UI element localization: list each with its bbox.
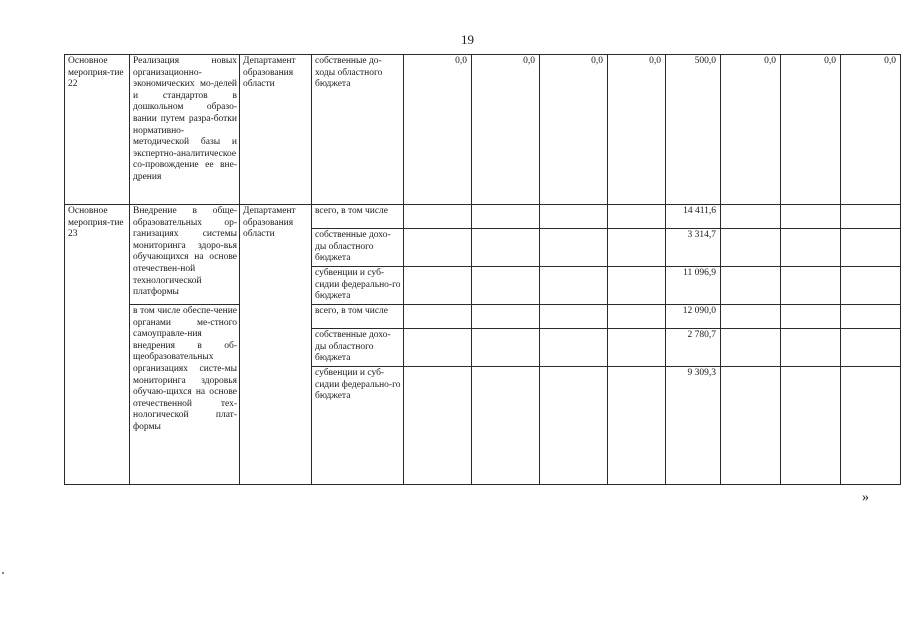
value-cell bbox=[781, 329, 841, 367]
value-cell bbox=[404, 205, 472, 229]
value-cell: 2 780,7 bbox=[666, 329, 721, 367]
table-row bbox=[65, 55, 901, 205]
value-cell: 12 090,0 bbox=[666, 305, 721, 329]
value-cell bbox=[540, 229, 608, 267]
table-row bbox=[65, 305, 901, 329]
value-cell: 0,0 bbox=[841, 55, 901, 205]
value-cell bbox=[841, 305, 901, 329]
source-cell: субвенции и суб-сидии федерально-го бюджета bbox=[312, 267, 404, 305]
value-cell bbox=[841, 329, 901, 367]
source-cell: собственные дохо-ды областного бюджета bbox=[312, 329, 404, 367]
value-cell bbox=[404, 305, 472, 329]
value-cell bbox=[472, 367, 540, 485]
value-cell bbox=[721, 229, 781, 267]
value-cell bbox=[721, 367, 781, 485]
value-cell bbox=[472, 329, 540, 367]
value-cell bbox=[781, 229, 841, 267]
value-cell bbox=[540, 205, 608, 229]
value-cell: 3 314,7 bbox=[666, 229, 721, 267]
source-cell: собственные до-ходы областного бюджета bbox=[312, 55, 404, 205]
value-cell bbox=[540, 267, 608, 305]
value-cell bbox=[781, 367, 841, 485]
source-cell: всего, в том числе bbox=[312, 305, 404, 329]
value-cell bbox=[472, 305, 540, 329]
value-cell: 0,0 bbox=[472, 55, 540, 205]
value-cell bbox=[540, 367, 608, 485]
value-cell bbox=[472, 205, 540, 229]
value-cell bbox=[781, 267, 841, 305]
budget-table bbox=[64, 54, 901, 485]
value-cell bbox=[608, 205, 666, 229]
value-cell bbox=[540, 305, 608, 329]
value-cell: 0,0 bbox=[781, 55, 841, 205]
value-cell bbox=[841, 229, 901, 267]
source-cell: субвенции и суб-сидии федерально-го бюджета bbox=[312, 367, 404, 485]
table-row bbox=[65, 205, 901, 229]
value-cell bbox=[841, 205, 901, 229]
value-cell: 14 411,6 bbox=[666, 205, 721, 229]
executor-cell: Департамент образования области bbox=[240, 55, 312, 205]
value-cell: 11 096,9 bbox=[666, 267, 721, 305]
closing-quote-mark: » bbox=[862, 490, 869, 505]
measure-cell: Основное мероприя-тие 23 bbox=[65, 205, 130, 485]
value-cell bbox=[608, 367, 666, 485]
executor-cell: Департамент образования области bbox=[240, 205, 312, 485]
value-cell bbox=[781, 205, 841, 229]
scan-dot bbox=[2, 572, 4, 574]
value-cell bbox=[721, 205, 781, 229]
measure-cell: Основное мероприя-тие 22 bbox=[65, 55, 130, 205]
value-cell bbox=[404, 329, 472, 367]
value-cell bbox=[404, 367, 472, 485]
value-cell bbox=[472, 267, 540, 305]
source-cell: всего, в том числе bbox=[312, 205, 404, 229]
value-cell: 0,0 bbox=[608, 55, 666, 205]
description-cell: Реализация новых организационно-экономических мо-делей и стандартов в дошкольном образо-вании путем разра-ботки нормативно-методической базы и экспертно-аналитическое со-провождение ее вне-дрения bbox=[130, 55, 240, 205]
value-cell bbox=[608, 229, 666, 267]
value-cell bbox=[721, 267, 781, 305]
value-cell bbox=[608, 267, 666, 305]
value-cell: 500,0 bbox=[666, 55, 721, 205]
value-cell bbox=[540, 329, 608, 367]
value-cell: 9 309,3 bbox=[666, 367, 721, 485]
value-cell bbox=[721, 329, 781, 367]
value-cell: 0,0 bbox=[721, 55, 781, 205]
value-cell bbox=[472, 229, 540, 267]
description-cell: Внедрение в обще-образовательных ор-ганизациях системы мониторинга здоро-вья обучающихся на основе отечествен-ной технологической платформы bbox=[130, 205, 240, 305]
value-cell: 0,0 bbox=[404, 55, 472, 205]
value-cell: 0,0 bbox=[540, 55, 608, 205]
sub-description-cell: в том числе обеспе-чение органами ме-стного самоуправле-ния внедрения в об-щеобразовательных организациях систе-мы мониторинга здоровья обучаю-щихся на основе отечественной тех-нологической плат-формы bbox=[130, 305, 240, 485]
source-cell: собственные дохо-ды областного бюджета bbox=[312, 229, 404, 267]
value-cell bbox=[841, 267, 901, 305]
value-cell bbox=[841, 367, 901, 485]
value-cell bbox=[404, 229, 472, 267]
value-cell bbox=[781, 305, 841, 329]
value-cell bbox=[608, 329, 666, 367]
page-number: 19 bbox=[461, 32, 474, 47]
value-cell bbox=[721, 305, 781, 329]
value-cell bbox=[404, 267, 472, 305]
value-cell bbox=[608, 305, 666, 329]
